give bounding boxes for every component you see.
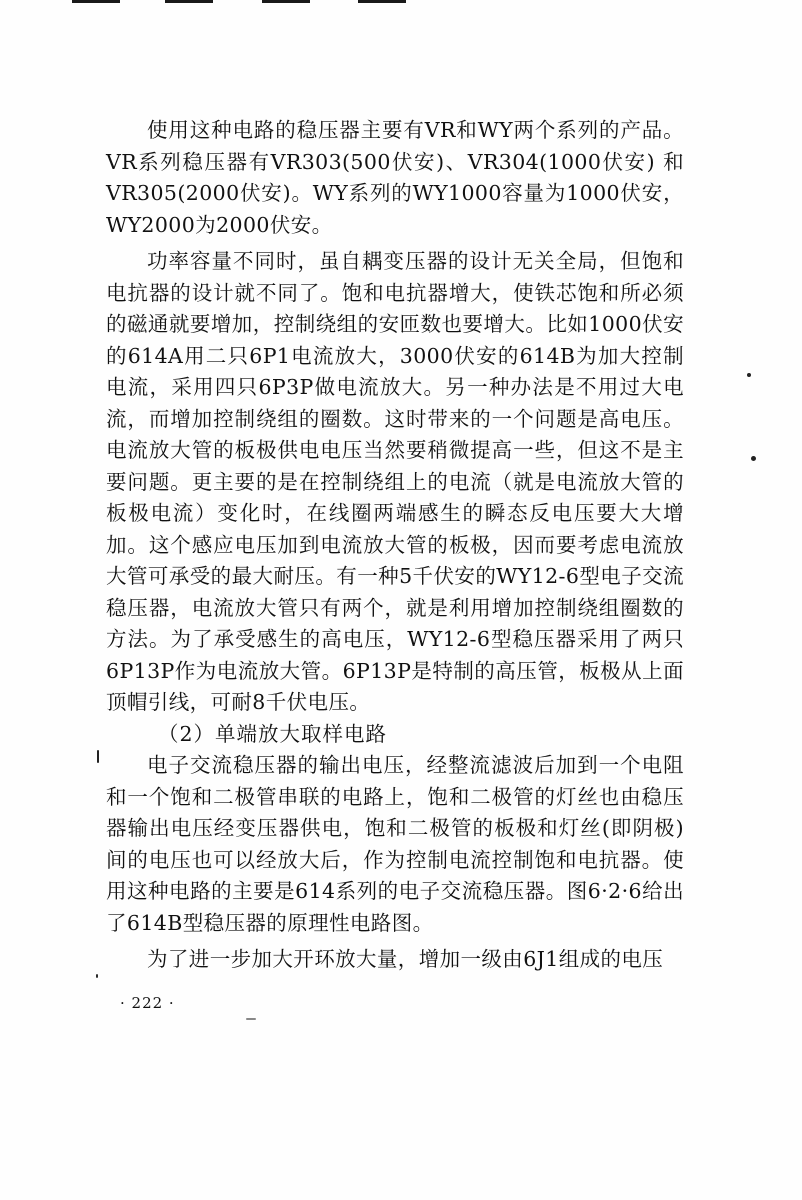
paragraph-open-loop: 为了进一步加大开环放大量，增加一级由6J1组成的电压 (147, 947, 664, 971)
scan-speck (96, 974, 98, 978)
scan-speck (747, 373, 751, 377)
scan-mark (72, 0, 120, 3)
scan-speck (97, 750, 99, 763)
scan-mark (358, 0, 406, 3)
paragraph-sampling-circuit: 电子交流稳压器的输出电压，经整流滤波后加到一个电阻和一个饱和二极管串联的电路上，饱和二极管的灯丝也由稳压器输出电压经变压器供电，饱和二极管的板极和灯丝(即阴极)间的电压也可以经放大后，作为控制电流控制饱和电抗器。使用这种电路的主要是614系列的电子交流稳压器。图6·2·6给出了614B型稳压器的原理性电路图。 (106, 753, 684, 935)
scan-speck (246, 1018, 256, 1020)
scan-mark (165, 0, 213, 3)
paragraph-series-intro: 使用这种电路的稳压器主要有VR和WY两个系列的产品。VR系列稳压器有VR303(500伏安)、VR304(1000伏安) 和VR305(2000伏安)。WY系列的WY1000容量为1000伏安，WY2000为2000伏安。 (106, 118, 684, 237)
body-text (106, 115, 684, 976)
scan-mark (262, 0, 310, 3)
section-heading: （2）单端放大取样电路 (158, 721, 388, 746)
scan-speck (751, 456, 756, 461)
paragraph-power-capacity: 功率容量不同时，虽自耦变压器的设计无关全局，但饱和电抗器的设计就不同了。饱和电抗器增大，使铁芯饱和所必须的磁通就要增加，控制绕组的安匝数也要增大。比如1000伏安的614A用二只6P1电流放大，3000伏安的614B为加大控制电流，采用四只6P3P做电流放大。另一种办法是不用过大电流，而增加控制绕组的圈数。这时带来的一个问题是高电压。电流放大管的板极供电电压当然要稍微提高一些，但这不是主要问题。更主要的是在控制绕组上的电流（就是电流放大管的板极电流）变化时，在线圈两端感生的瞬态反电压要大大增加。这个感应电压加到电流放大管的板极，因而要考虑电流放大管可承受的最大耐压。有一种5千伏安的WY12-6型电子交流稳压器，电流放大管只有两个，就是利用增加控制绕组圈数的方法。为了承受感生的高电压，WY12-6型稳压器采用了两只6P13P作为电流放大管。6P13P是特制的高压管，板极从上面顶帽引线，可耐8千伏电压。 (106, 249, 684, 714)
page-number: · 222 · (120, 994, 175, 1012)
